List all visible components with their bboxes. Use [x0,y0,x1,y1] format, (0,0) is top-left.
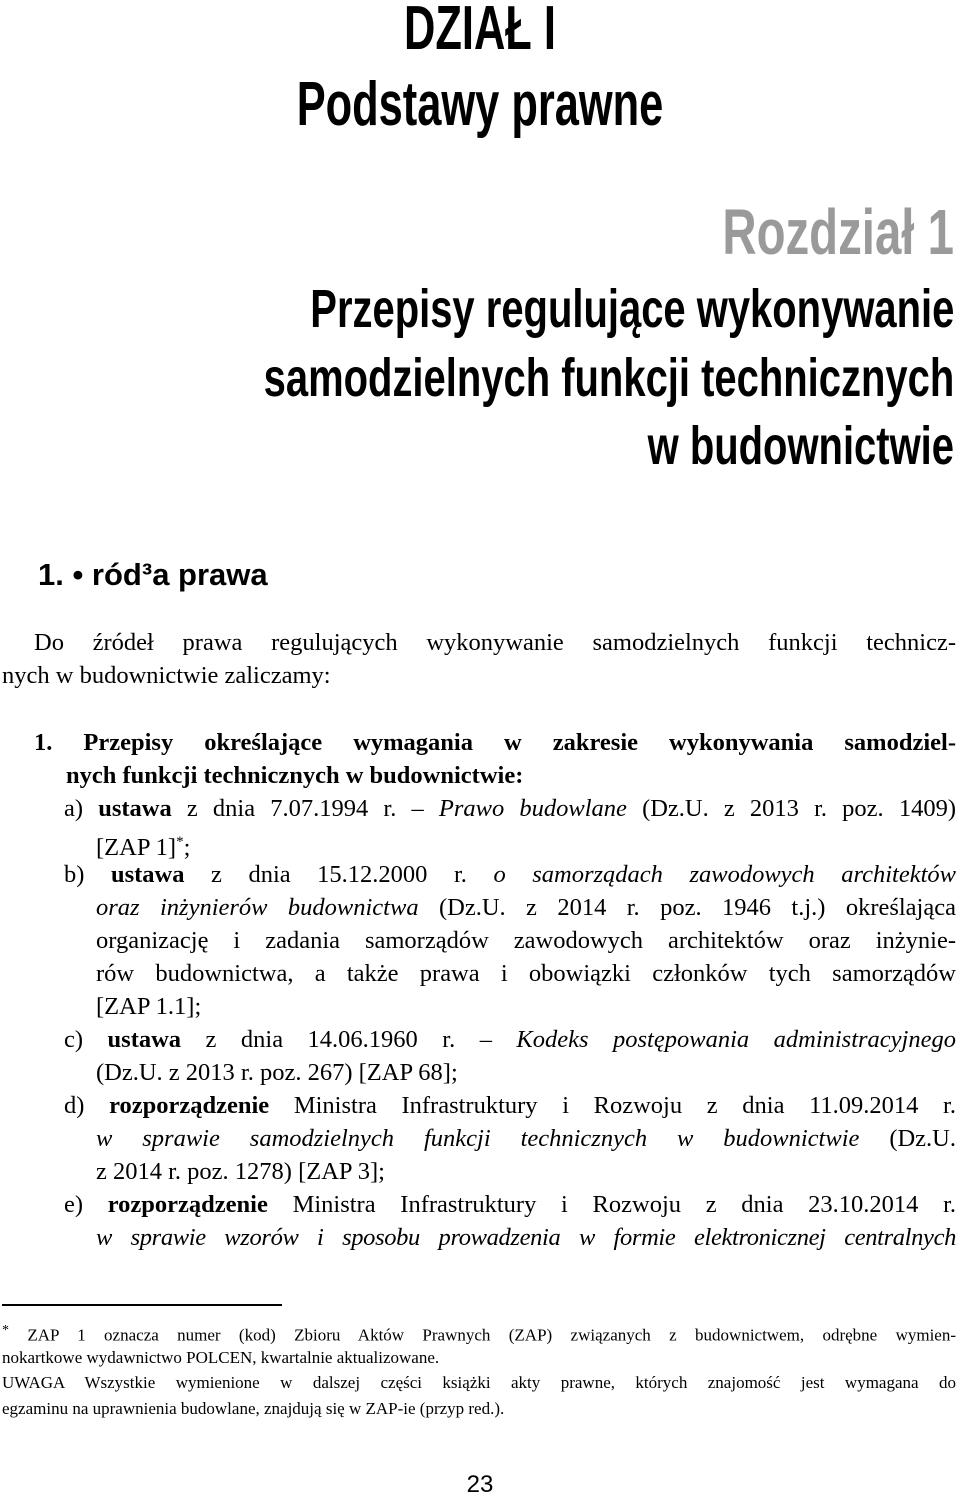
list-subitem-d [64,1091,956,1121]
list-subitem-b-cont [96,893,956,923]
list-subitem-c-cont: (Dz.U. z 2013 r. poz. 267) [ZAP 68]; [96,1059,458,1086]
list-subitem-b-cont: organizację i zadania samorządów zawodowych architektów oraz inżynie- [96,927,956,954]
footnote-text: ZAP 1 oznacza numer (kod) Zbioru Aktów Prawnych (ZAP) związanych z budownictwem, odrębne wymien- [9,1325,956,1345]
list-item-heading: nych funkcji technicznych w budownictwie: [66,762,524,789]
act-title: oraz inżynierów budownictwa [96,894,419,921]
footnote-line: egzaminu na uprawnienia budowlane, znajdują się w ZAP-ie (przyp red.). [2,1399,505,1418]
act-issuer-date: Ministra Infrastruktury i Rozwoju z dnia 11.09.2014 r. [269,1092,956,1119]
act-kind: rozporządzenie [109,1092,270,1119]
list-subitem-d-cont: z 2014 r. poz. 1278) [ZAP 3]; [96,1158,385,1185]
list-subitem-b-cont: rów budownictwa, a także prawa i obowiązki członków tych samorządów [96,960,956,987]
act-date: z dnia 7.07.1994 r. – [171,795,439,822]
footnote-line: nokartkowe wydawnictwo POLCEN, kwartalnie aktualizowane. [2,1348,440,1367]
act-reference: (Dz.U. z 2014 r. poz. 1946 t.j.) określająca [418,894,956,921]
intro-line: Do źródeł prawa regulujących wykonywanie samodzielnych funkcji technicz- [34,629,956,656]
footnote-marker: * [176,834,184,850]
list-subitem-a-cont [96,827,190,863]
subitem-marker: a) [64,795,84,822]
footnote-line [2,1320,956,1347]
page-number: 23 [466,1471,494,1498]
footnote-marker: * [2,1323,9,1338]
chapter-label: Rozdział 1 [722,196,954,268]
subitem-marker: e) [64,1191,84,1218]
subitem-marker: d) [64,1092,85,1119]
zap-reference: [ZAP 1] [96,834,177,862]
list-subitem-b [64,860,956,890]
list-item-heading [34,728,956,758]
act-date: z dnia 15.12.2000 r. [184,861,494,888]
list-subitem-e [64,1190,956,1220]
footnote-divider [2,1304,282,1306]
act-kind: ustawa [110,861,185,888]
act-issuer-date: Ministra Infrastruktury i Rozwoju z dnia 23.10.2014 r. [267,1191,957,1218]
footnote-line: UWAGA Wszystkie wymienione w dalszej części książki akty prawne, których znajomość jest wymagana do [2,1373,956,1392]
punctuation: ; [183,834,191,862]
subitem-marker: b) [64,861,85,888]
chapter-title-line: Przepisy regulujące wykonywanie [309,279,954,339]
section-heading: 1. • ród³a prawa [38,557,268,592]
act-title: Kodeks postępowania administracyjnego [516,1026,956,1053]
subitem-marker: c) [64,1026,84,1053]
part-label: DZIAŁ I [404,0,556,63]
item-heading-text: 1. Przepisy określające wymagania w zakresie wykonywania samodziel- [34,729,956,756]
part-title: Podstawy prawne [296,70,664,139]
act-kind: ustawa [98,795,172,822]
chapter-title-line: w budownictwie [647,416,954,476]
act-kind: ustawa [107,1026,182,1053]
act-reference: (Dz.U. z 2013 r. poz. 1409) [626,795,956,822]
act-date: z dnia 14.06.1960 r. – [181,1026,517,1053]
list-subitem-a [64,794,956,824]
act-reference: (Dz.U. [859,1125,956,1152]
act-title: w sprawie samodzielnych funkcji technicznych w budownictwie [96,1125,860,1152]
chapter-title-line: samodzielnych funkcji technicznych [263,348,954,408]
list-subitem-d-cont [96,1124,956,1154]
intro-line: nych w budownictwie zaliczamy: [2,662,331,689]
act-title: o samorządach zawodowych architektów [493,861,956,888]
act-title: Prawo budowlane [438,795,627,822]
list-subitem-e-cont: w sprawie wzorów i sposobu prowadzenia w formie elektronicznej centralnych [96,1224,956,1251]
act-kind: rozporządzenie [107,1191,268,1218]
list-subitem-c [64,1025,956,1055]
list-subitem-b-cont: [ZAP 1.1]; [96,993,202,1020]
